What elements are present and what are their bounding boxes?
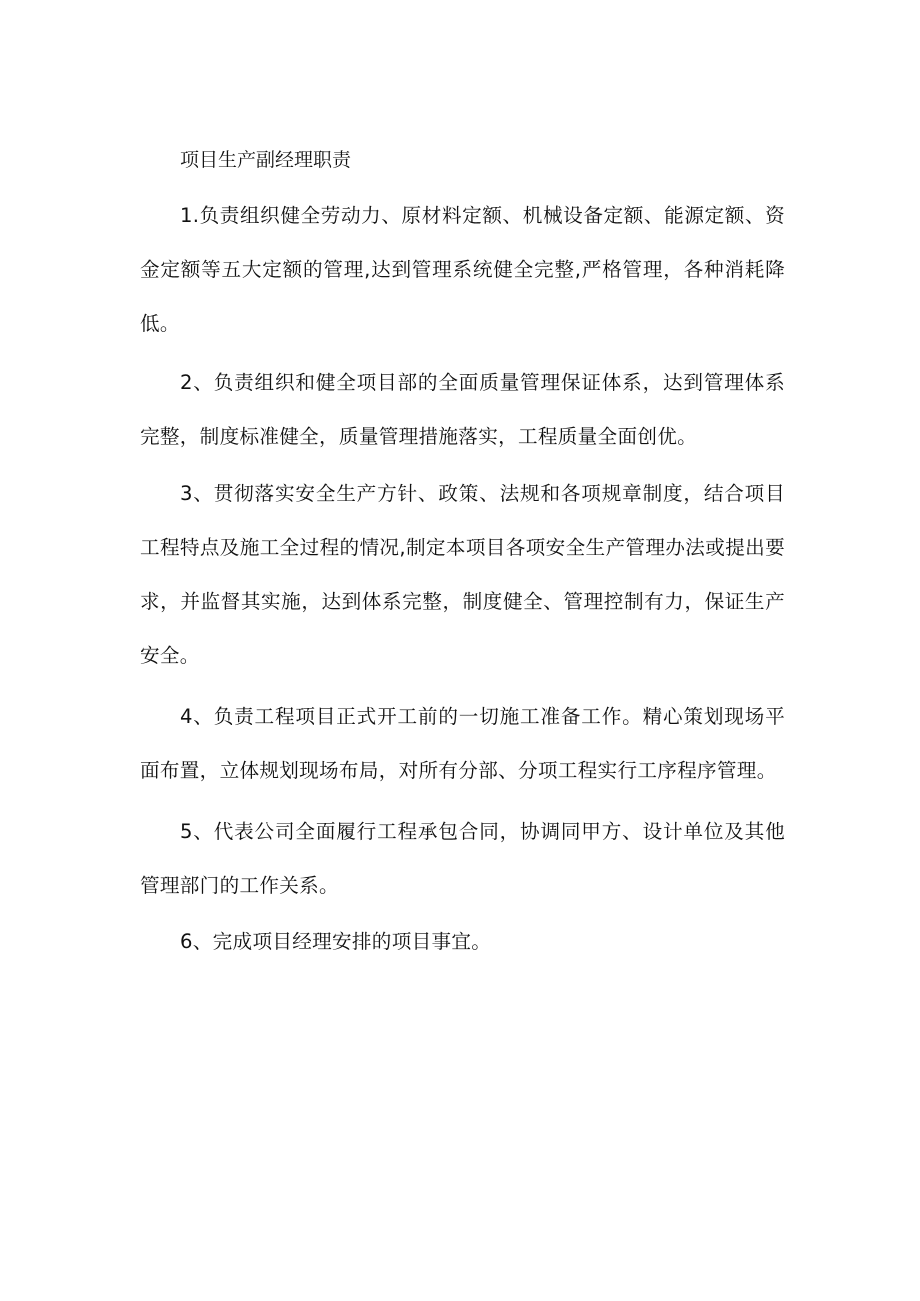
duty-paragraph-6: 6、完成项目经理安排的项目事宜。 (180, 930, 492, 953)
document-title: 项目生产副经理职责 (180, 149, 352, 171)
duty-paragraph-2: 2、负责组织和健全项目部的全面质量管理保证体系，达到管理体系完整，制度标准健全，质量管理措施落实，工程质量全面创优。 (140, 371, 785, 448)
duty-paragraph-3: 3、贯彻落实安全生产方针、政策、法规和各项规章制度，结合项目工程特点及施工全过程的情况,制定本项目各项安全生产管理办法或提出要求，并监督其实施，达到体系完整，制度健全、管理控制有力，保证生产安全。 (140, 482, 785, 667)
duty-paragraph-4: 4、负责工程项目正式开工前的一切施工准备工作。精心策划现场平面布置，立体规划现场布局，对所有分部、分项工程实行工序程序管理。 (140, 705, 785, 782)
duty-paragraph-1: 1.负责组织健全劳动力、原材料定额、机械设备定额、能源定额、资金定额等五大定额的管理,达到管理系统健全完整,严格管理，各种消耗降低。 (140, 204, 785, 335)
duty-paragraph-5: 5、代表公司全面履行工程承包合同，协调同甲方、设计单位及其他管理部门的工作关系。 (140, 820, 785, 897)
